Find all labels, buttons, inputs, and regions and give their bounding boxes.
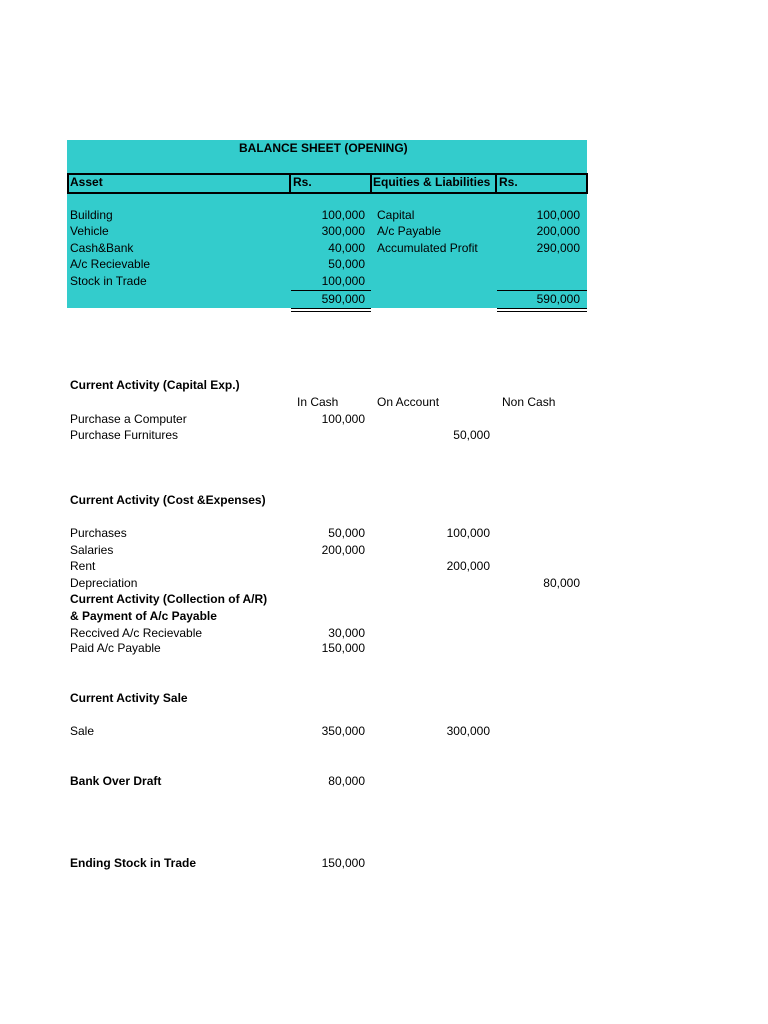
activity-label: Reccived A/c Recievable (70, 626, 203, 640)
liability-label: Accumulated Profit (377, 241, 478, 255)
non-cash-value: 80,000 (543, 576, 580, 590)
header-rs: Rs. (293, 175, 312, 189)
in-cash-value: 50,000 (328, 526, 365, 540)
section-heading-sale: Current Activity Sale (70, 691, 188, 705)
asset-label: Vehicle (70, 224, 109, 238)
activity-label: Rent (70, 559, 96, 573)
asset-value: 50,000 (328, 257, 365, 271)
section-heading-ending-stock: Ending Stock in Trade (70, 856, 197, 870)
liability-value: 290,000 (536, 241, 580, 255)
on-account-value: 300,000 (446, 724, 490, 738)
section-heading-bank-overdraft: Bank Over Draft (70, 774, 162, 788)
on-account-value: 200,000 (446, 559, 490, 573)
header-rs: Rs. (499, 175, 518, 189)
section-heading-collection: & Payment of A/c Payable (70, 609, 217, 623)
total-rule (497, 290, 587, 291)
total-double-rule (291, 311, 371, 312)
liability-value: 200,000 (536, 224, 580, 238)
asset-label: Cash&Bank (70, 241, 134, 255)
activity-label: Sale (70, 724, 95, 738)
on-account-value: 100,000 (446, 526, 490, 540)
header-divider (370, 173, 372, 194)
in-cash-value: 200,000 (321, 543, 365, 557)
total-double-rule (497, 311, 587, 312)
in-cash-value: 30,000 (328, 626, 365, 640)
liability-value: 100,000 (536, 208, 580, 222)
asset-value: 40,000 (328, 241, 365, 255)
in-cash-value: 150,000 (321, 641, 365, 655)
asset-value: 100,000 (321, 274, 365, 288)
asset-label: A/c Recievable (70, 257, 151, 271)
bank-overdraft-value: 80,000 (328, 774, 365, 788)
asset-value: 100,000 (321, 208, 365, 222)
asset-value: 300,000 (321, 224, 365, 238)
activity-label: Depreciation (70, 576, 138, 590)
on-account-value: 50,000 (453, 428, 490, 442)
ending-stock-value: 150,000 (321, 856, 365, 870)
header-equities-liabilities: Equities & Liabilities (373, 175, 491, 189)
liability-label: A/c Payable (377, 224, 442, 238)
total-double-rule (291, 308, 371, 309)
asset-label: Stock in Trade (70, 274, 147, 288)
liability-total: 590,000 (536, 292, 580, 306)
activity-label: Purchases (70, 526, 127, 540)
activity-label: Purchase a Computer (70, 412, 187, 426)
in-cash-value: 350,000 (321, 724, 365, 738)
header-divider (495, 173, 497, 194)
liability-label: Capital (377, 208, 415, 222)
balance-sheet-title: BALANCE SHEET (OPENING) (239, 141, 408, 155)
total-double-rule (497, 308, 587, 309)
in-cash-value: 100,000 (321, 412, 365, 426)
total-rule (291, 290, 371, 291)
asset-total: 590,000 (321, 292, 365, 306)
section-heading-capital-exp: Current Activity (Capital Exp.) (70, 378, 240, 392)
header-divider (289, 173, 291, 194)
column-header-on-account: On Account (377, 395, 440, 409)
activity-label: Paid A/c Payable (70, 641, 161, 655)
activity-label: Purchase Furnitures (70, 428, 179, 442)
column-header-in-cash: In Cash (297, 395, 339, 409)
header-asset: Asset (70, 175, 103, 189)
section-heading-collection: Current Activity (Collection of A/R) (70, 592, 268, 606)
section-heading-cost-expenses: Current Activity (Cost &Expenses) (70, 493, 266, 507)
asset-label: Building (70, 208, 113, 222)
activity-label: Salaries (70, 543, 114, 557)
column-header-non-cash: Non Cash (502, 395, 556, 409)
